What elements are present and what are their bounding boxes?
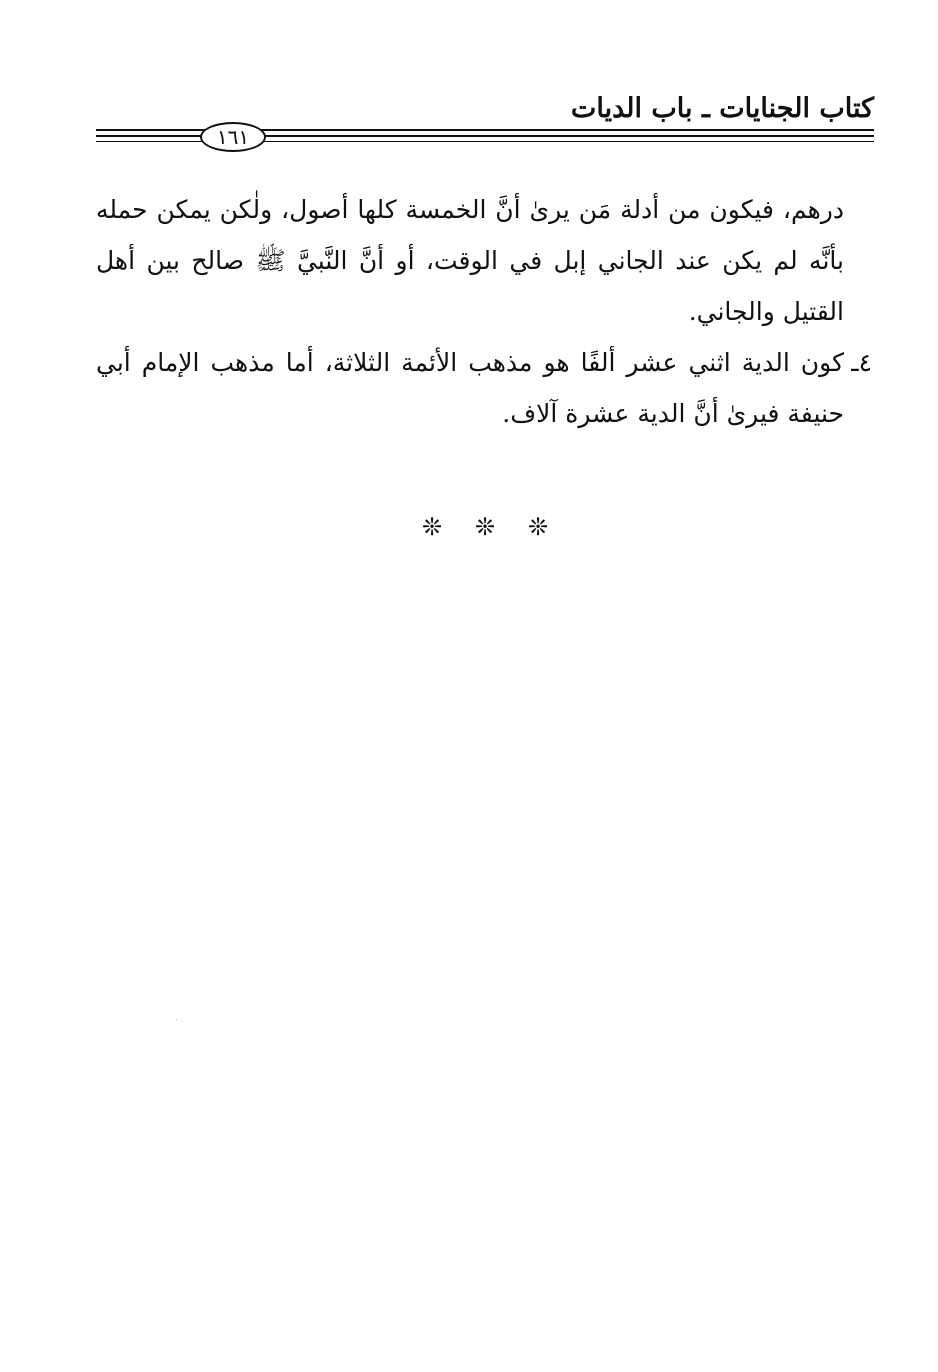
page-header — [96, 88, 874, 158]
scan-speck — [176, 1019, 177, 1020]
running-title: كتاب الجنايات ـ باب الديات — [570, 93, 874, 124]
list-item-number: ٤ـ — [851, 348, 872, 377]
paragraph-continuation: درهم، فيكون من أدلة مَن يرىٰ أنَّ الخمسة كلها أصول، ولٰكن يمكن حمله بأنَّه لم يكن عند الجاني إبل في الوقت، أو أنَّ النَّبيَّ ﷺ صالح بين أهل القتيل والجاني. — [96, 195, 844, 326]
body-text — [96, 184, 872, 439]
asterism-icon: ❊ — [527, 513, 549, 541]
asterism-icon: ❊ — [421, 513, 443, 541]
header-rule — [96, 126, 874, 150]
page-number: ١٦١ — [200, 122, 266, 152]
list-item-4 — [96, 337, 872, 439]
list-item-text: كون الدية اثني عشر ألفًا هو مذهب الأئمة الثلاثة، أما مذهب الإمام أبي حنيفة فيرىٰ أنَّ الدية عشرة آلاف. — [96, 348, 844, 428]
asterism-icon: ❊ — [474, 513, 496, 541]
section-separator — [420, 512, 550, 542]
